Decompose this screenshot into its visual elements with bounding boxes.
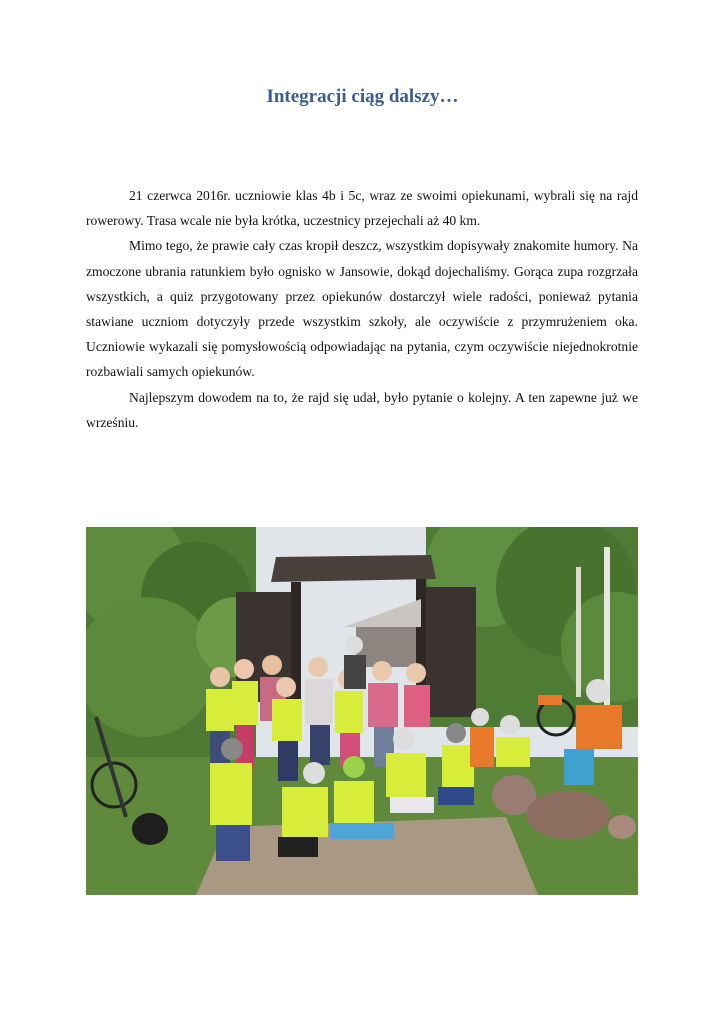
paragraph-1: 21 czerwca 2016r. uczniowie klas 4b i 5c, wraz ze swoimi opiekunami, wybrali się na rajd rowerowy. Trasa wcale nie była krótka, uczestnicy przejechali aż 40 km. [86, 188, 638, 229]
group-photo-illustration [86, 527, 638, 895]
document-title: Integracji ciąg dalszy… [266, 86, 459, 107]
paragraph-3: Najlepszym dowodem na to, że rajd się udał, było pytanie o kolejny. A ten zapewne już we wrześniu. [86, 389, 638, 430]
document-body [86, 183, 638, 435]
group-photo [86, 527, 638, 895]
paragraph-2: Mimo tego, że prawie cały czas kropił deszcz, wszystkim dopisywały znakomite humory. Na zmoczone ubrania ratunkiem było ognisko w Jansowie, dokąd dojechaliśmy. Gorąca zupa rozgrzała wszystkich, a quiz przygotowany przez opiekunów dostarczył wiele radości, ponieważ pytania stawiane uczniom dotyczyły przede wszystkim szkoły, ale oczywiście z przymrużeniem oka. Uczniowie wykazali się pomysłowością odpowiadając na pytania, czym oczywiście niejednokrotnie rozbawiali samych opiekunów. [86, 238, 638, 380]
